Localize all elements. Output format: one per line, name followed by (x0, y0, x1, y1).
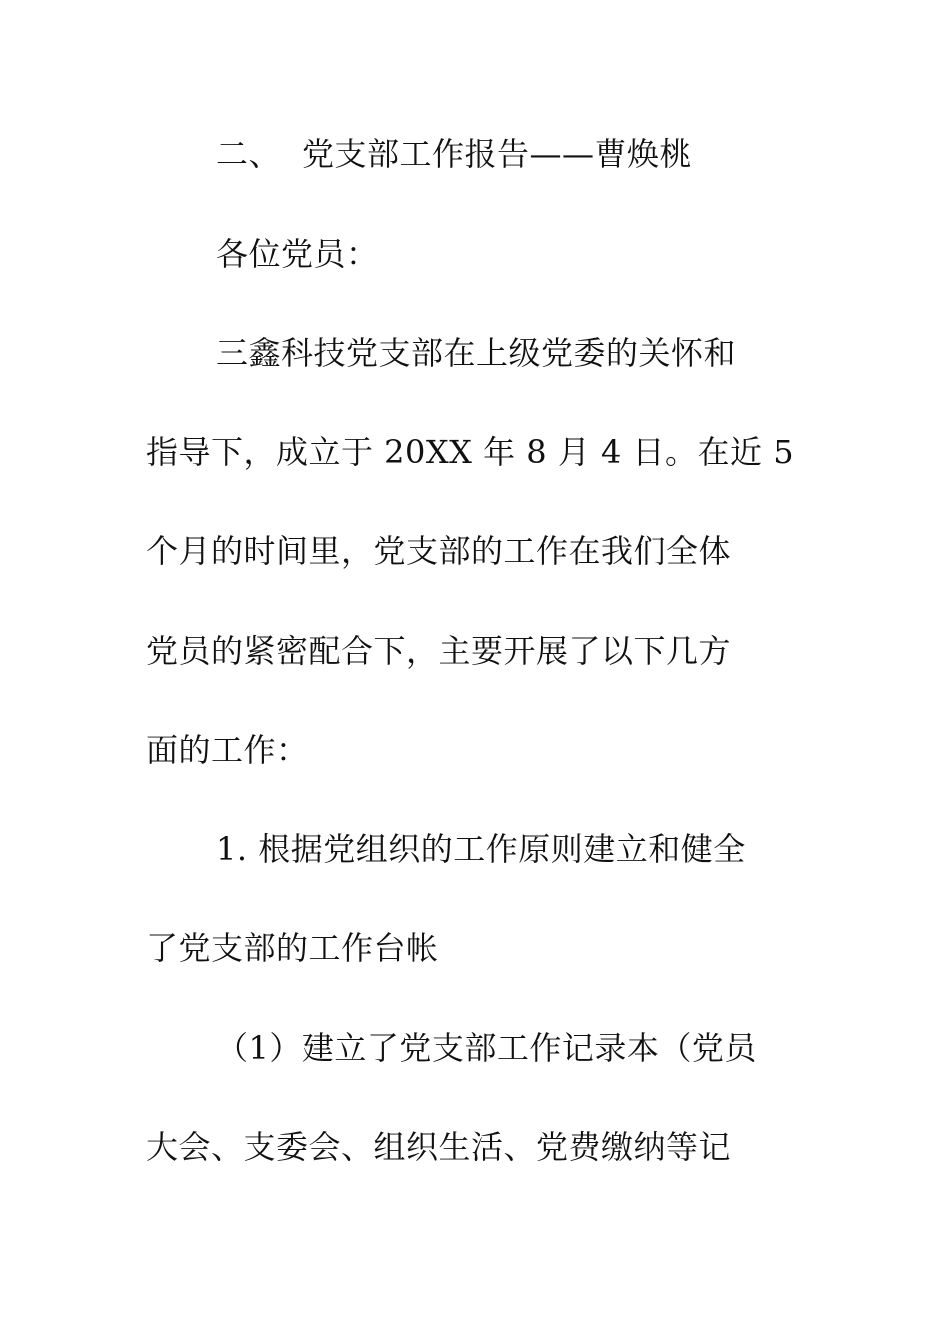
paragraph-line: 面的工作： (146, 731, 309, 769)
paragraph-line: 党员的紧密配合下，主要开展了以下几方 (146, 632, 732, 670)
paragraph-line: 个月的时间里，党支部的工作在我们全体 (146, 532, 732, 570)
paragraph-line: 三鑫科技党支部在上级党委的关怀和 (216, 334, 737, 372)
list-item-line: 1. 根据党组织的工作原则建立和健全 (216, 830, 746, 868)
sub-item-line: 大会、支委会、组织生活、党费缴纳等记 (146, 1128, 732, 1166)
section-heading (216, 134, 886, 174)
sub-item-line: （1）建立了党支部工作记录本（党员 (216, 1029, 757, 1067)
heading-number: 二、 (216, 135, 282, 173)
paragraph-line: 指导下，成立于 20XX 年 8 月 4 日。在近 5 (146, 433, 795, 471)
salutation: 各位党员： (216, 235, 379, 273)
heading-title: 党支部工作报告——曹焕桃 (302, 135, 693, 173)
list-item-line: 了党支部的工作台帐 (146, 929, 439, 967)
